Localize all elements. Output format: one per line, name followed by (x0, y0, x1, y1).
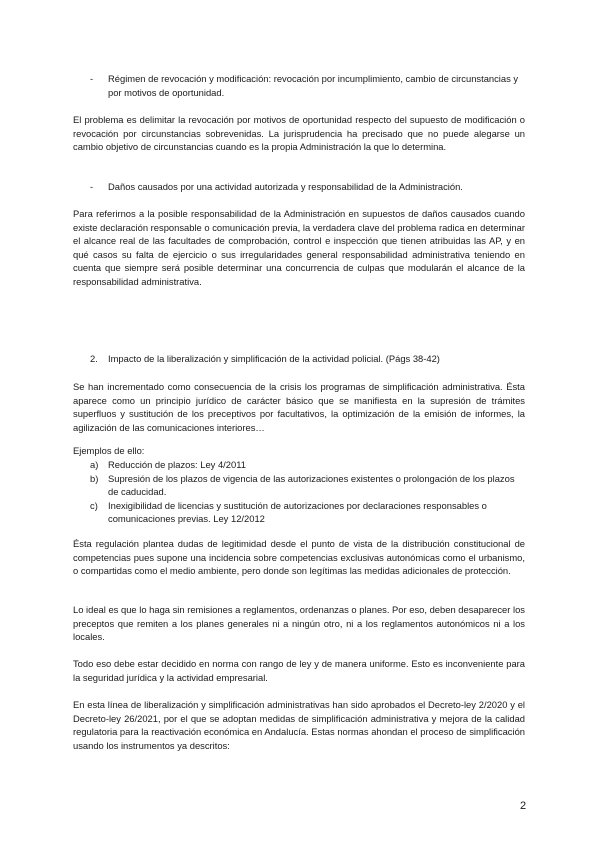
list-item-text: Inexigibilidad de licencias y sustitución de autorizaciones por declaraciones responsables o comunicaciones previas. Ley 12/2012 (108, 499, 487, 525)
bullet-dash: - (90, 181, 94, 192)
section-number: 2. (90, 353, 98, 364)
list-item-label: b) (90, 472, 99, 484)
page-number: 2 (520, 800, 527, 812)
section-title: Impacto de la liberalización y simplificación de la actividad policial. (Págs 38-42) (108, 353, 440, 364)
paragraph: Para referirnos a la posible responsabilidad de la Administración en supuestos de daños causados cuando existe declaración responsable o comunicación previa, la verdadera clave del problema radica en determinar el alcance real de las facultades de comprobación, control e inspección que tienen atribuidas las AP, y en qué casos su falta de ejercicio o sus irregularidades general responsabilidad administrativa teniendo en cuenta que siempre será posible determinar una concurrencia de culpas que modularán el alcance de la responsabilidad administrativa. (73, 208, 525, 287)
bullet-item (90, 180, 525, 194)
list-item-label: a) (90, 459, 99, 470)
bullet-text: Régimen de revocación y modificación: revocación por incumplimiento, cambio de circunstancias y por motivos de oportunidad. (108, 73, 519, 98)
list-item-text: Reducción de plazos: Ley 4/2011 (108, 459, 246, 470)
bullet-text: Daños causados por una actividad autorizada y responsabilidad de la Administración. (108, 181, 463, 192)
list-item (90, 458, 525, 472)
paragraph: Todo eso debe estar decidido en norma con rango de ley y de manera uniforme. Esto es inconveniente para la seguridad jurídica y la actividad empresarial. (73, 658, 525, 683)
paragraph: Lo ideal es que lo haga sin remisiones a reglamentos, ordenanzas o planes. Por eso, deben desaparecer los preceptos que remiten a los planes generales ni a ningún otro, ni a los reglamentos autonómicos ni a los locales. (73, 604, 525, 643)
examples-label: Ejemplos de ello: (73, 445, 145, 456)
list-item-label: c) (90, 499, 98, 511)
paragraph: El problema es delimitar la revocación por motivos de oportunidad respecto del supuesto de modificación o revocación por circunstancias sobrevenidas. La jurisprudencia ha precisado que no puede alegarse un cambio objetivo de circunstancias cuando es la propia Administración la que lo determina. (73, 114, 525, 153)
list-item-text: Supresión de los plazos de vigencia de las autorizaciones existentes o prolongación de los plazos de caducidad. (108, 472, 515, 498)
section-heading (90, 352, 530, 366)
list-item (90, 499, 525, 526)
list-item (90, 472, 525, 499)
bullet-item (90, 72, 525, 99)
paragraph: Ésta regulación plantea dudas de legitimidad desde el punto de vista de la distribución constitucional de competencias pues supone una incidencia sobre competencias exclusivas autonómicas como el urbanismo, o compartidas como el medio ambiente, pero donde son legítimas las medidas adicionales de protección. (73, 538, 525, 577)
paragraph: Se han incrementado como consecuencia de la crisis los programas de simplificación administrativa. Ésta aparece como un principio jurídico de carácter básico que se manifiesta en la supresión de trámites superfluos y sustitución de los preceptivos por facultativos, la optimización de la emisión de informes, la agilización de las comunicaciones interiores… (73, 381, 525, 433)
examples-list (90, 458, 525, 526)
paragraph: En esta línea de liberalización y simplificación administrativas han sido aprobados el Decreto-ley 2/2020 y el Decreto-ley 26/2021, por el que se adoptan medidas de simplificación administrativa y mejora de la calidad regulatoria para la reactivación económica en Andalucía. Estas normas ahondan el proceso de simplificación usando los instrumentos ya descritos: (73, 699, 525, 751)
bullet-dash: - (90, 73, 94, 84)
